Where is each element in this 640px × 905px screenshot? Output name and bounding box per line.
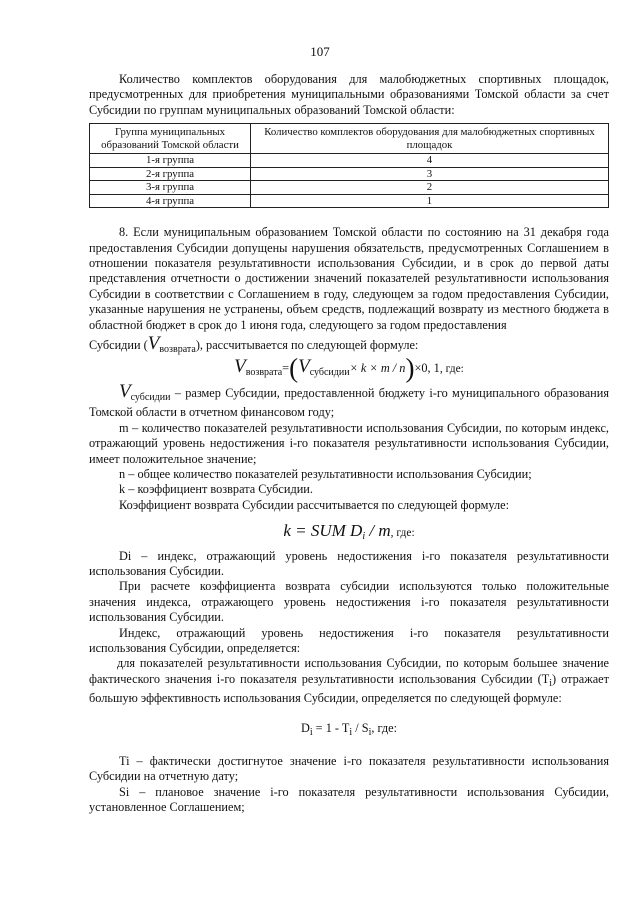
table-row (90, 154, 609, 168)
paragraph-8-end: Субсидии $(V_{возврата})$, рассчитывается по следующей формуле: (89, 333, 419, 356)
formula-coefficient: k = SUM $D_i$ / m, где: (283, 521, 415, 543)
coefficient-intro: Коэффициент возврата Субсидии рассчитывается по следующей формуле: (119, 497, 510, 512)
table-cell-group: 2-я группа (90, 167, 251, 181)
table-cell-count: 2 (251, 181, 609, 195)
table-row (90, 167, 609, 181)
table-cell-count: 3 (251, 167, 609, 181)
table-row (90, 181, 609, 195)
paragraph-8: 8. Если муниципальным образованием Томской области по состоянию на 31 декабря года предоставления Субсидии допущены нарушения обязательств, предусмотренных Соглашением в отношении показателя результативности использования Субсидии, и в срок до первой даты представления отчетности о достижении значений показателей результативности использования Субсидии в соответствии с Соглашением в году, следующем за годом предоставления Субсидии, указанные нарушения не устранены, объем средств, подлежащий возврату из местного бюджета в областной бюджет в срок до 1 июня года, следующего за годом предоставления (89, 225, 609, 332)
definition-di: Di – индекс, отражающий уровень недостижения i-го показателя результативности использования Субсидии. (89, 548, 609, 578)
paragraph-calc: При расчете коэффициента возврата субсидии используются только положительные значения индекса, отражающего уровень недостижения i-го показателя результативности использования Субсидии. (89, 579, 609, 625)
definition-si: Si – плановое значение i-го показателя результативности использования Субсидии, установленное Соглашением; (89, 784, 609, 815)
table-cell-group: 1-я группа (90, 154, 251, 168)
symbol-v: V (147, 333, 160, 355)
definition-ti: Ti – фактически достигнутое значение i-го показателя результативности использования Субсидии на отчетную дату; (89, 754, 609, 784)
table-cell-count: 1 (251, 194, 609, 208)
table-cell-group: 3-я группа (90, 181, 251, 195)
table-header-group: Группа муниципальных образований Томской области (90, 124, 251, 154)
equipment-table (89, 123, 609, 208)
table-cell-count: 4 (251, 154, 609, 168)
paragraph-for: для показателей результативности использования Субсидии, по которым большее значение фактического значения i-го показателя результативности использования Субсидии $(T_i)$ отражает большую эффективность использования Субсидии, определяется по следующей формуле: (89, 656, 609, 706)
table-header-count: Количество комплектов оборудования для малобюджетных спортивных площадок (251, 124, 609, 154)
paragraph-index: Индекс, отражающий уровень недостижения i-го показателя результативности использования Субсидии, определяется: (89, 625, 609, 655)
definition-n: n – общее количество показателей результативности использования Субсидии; (119, 466, 532, 481)
definition-k: k – коэффициент возврата Субсидии. (119, 482, 313, 497)
page-body (89, 72, 609, 816)
definition-v: $V_{субсидии}$ – размер Субсидии, предоставленной бюджету i-го муниципального образования Томской области в отчетном финансовом году; (89, 380, 609, 420)
formula-return-volume: $V_{возврата}=(V_{субсидии}\times k \times m / n)\times 0$, 1, где: (234, 353, 464, 384)
table-row (90, 194, 609, 208)
page-number: 107 (310, 44, 330, 59)
intro-paragraph: Количество комплектов оборудования для малобюджетных спортивных площадок, предусмотренных для приобретения муниципальными образованиями Томской области за счет Субсидии по группам муниципальных образований Томской области: (89, 72, 609, 117)
table-header-row (90, 124, 609, 154)
table-cell-group: 4-я группа (90, 194, 251, 208)
formula-index: $D_i = 1 - T_i / S_i$, где: (300, 720, 398, 738)
definition-m: m – количество показателей результативности использования Субсидии, по которым индекс, отражающий уровень недостижения i-го показателя результативности использования Субсидии, имеет положительное значение; (89, 420, 609, 466)
